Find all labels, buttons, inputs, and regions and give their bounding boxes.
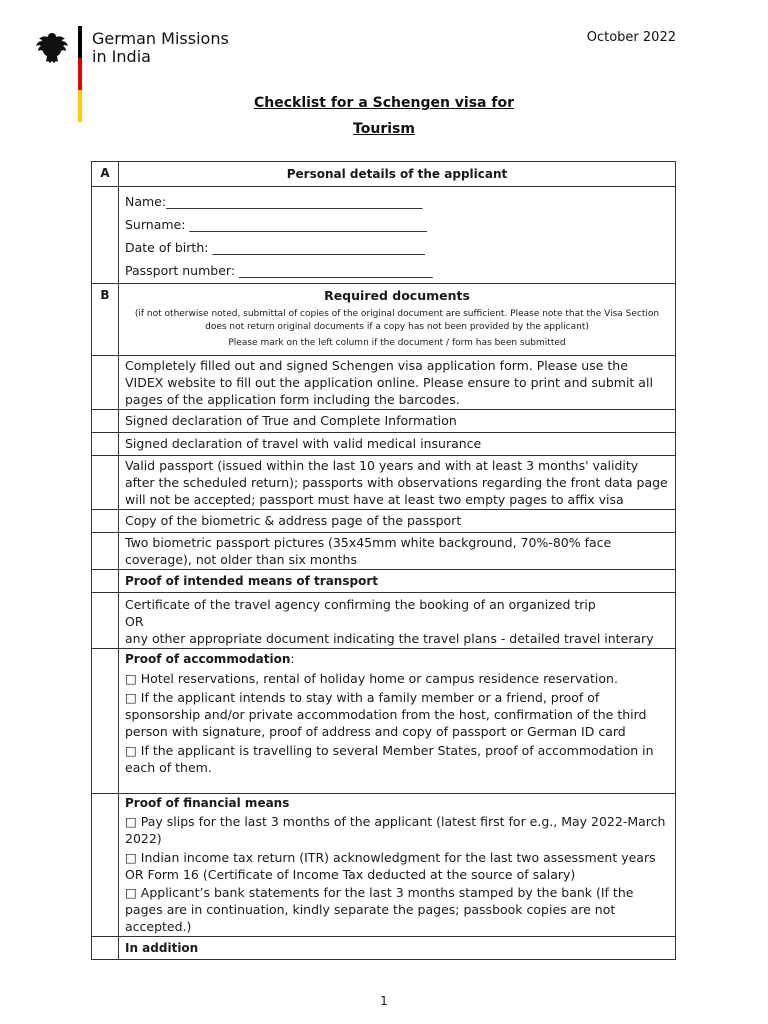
checklist-row: [92, 937, 676, 960]
section-b-instruction: Please mark on the left column if the document / form has been submitted: [228, 338, 566, 348]
check-cell[interactable]: [92, 794, 119, 937]
checklist-row: Proof of accommodation: □ Hotel reservations, rental of holiday home or campus residence reservation. □ If the applicant intends to stay with a family member or a friend, proof of sponsorship and/or private accommodation from the host, confirmation of the third person with signature, proof of address and copy of passport or German ID card □ If the applicant is travelling to several Member States, proof of accommodation in each of them.: [92, 649, 676, 794]
check-cell[interactable]: [92, 593, 119, 649]
financial-heading: Proof of financial means: [125, 796, 290, 810]
addition-heading: In addition: [119, 937, 676, 960]
section-letter-a: A: [92, 162, 119, 187]
check-cell[interactable]: [92, 456, 119, 510]
document-title: Checklist for a Schengen visa for: [253, 95, 514, 111]
check-cell[interactable]: [92, 533, 119, 570]
item-passport-pictures: Two biometric passport pictures (35x45mm white background, 70%-80% face coverage), not older than six months: [119, 533, 676, 570]
checkbox-icon: □: [125, 743, 137, 758]
transport-option-2: any other appropriate document indicating the travel plans - detailed travel interary: [125, 631, 654, 646]
section-b-note: (if not otherwise noted, submittal of copies of the original document are sufficient. Please note that the Visa Section does not return original documents if a copy has not been provided by the applicant): [134, 309, 660, 332]
checklist-row: [92, 356, 676, 410]
transport-or: OR: [125, 614, 144, 629]
passport-number-field[interactable]: Passport number: _______________________________: [125, 263, 433, 278]
check-cell[interactable]: [92, 433, 119, 456]
checklist-row: [92, 433, 676, 456]
section-a-header-row: [92, 162, 676, 187]
financial-item: Applicant’s bank statements for the last 3 months stamped by the bank (If the pages are in continuation, kindly separate the pages; passbook copies are not accepted.): [125, 885, 634, 934]
document-subtitle: Tourism: [353, 121, 415, 137]
financial-item: Pay slips for the last 3 months of the applicant (latest first for e.g., May 2022-March 2022): [125, 814, 666, 846]
item-application-form: Completely filled out and signed Schengen visa application form. Please use the VIDEX website to fill out the application online. Please ensure to print and submit all pages of the application form including the barcodes.: [119, 356, 676, 410]
item-biometric-page: Copy of the biometric & address page of the passport: [119, 510, 676, 533]
check-cell[interactable]: [92, 410, 119, 433]
check-cell[interactable]: [92, 570, 119, 593]
checklist-row: [92, 593, 676, 649]
date-of-birth-field[interactable]: Date of birth: __________________________________: [125, 240, 425, 255]
section-b-heading: Required documents: [324, 288, 470, 303]
check-cell[interactable]: [92, 649, 119, 794]
organization-name: German Missions in India: [92, 29, 229, 66]
checkbox-icon: □: [125, 885, 137, 900]
checklist-row: [92, 510, 676, 533]
item-valid-passport: Valid passport (issued within the last 10 years and with at least 3 months' validity after the scheduled return); passports with observations regarding the front data page will not be accepted; passport must have at least two empty pages to affix visa: [119, 456, 676, 510]
checkbox-icon: □: [125, 671, 137, 686]
checklist-row: [92, 570, 676, 593]
item-medical-insurance: Signed declaration of travel with valid medical insurance: [119, 433, 676, 456]
checkbox-icon: □: [125, 850, 137, 865]
personal-details-row: [92, 187, 676, 284]
surname-field[interactable]: Surname: ______________________________________: [125, 217, 427, 232]
section-letter-b: B: [92, 284, 119, 356]
checkbox-icon: □: [125, 690, 137, 705]
name-field[interactable]: Name:_________________________________________: [125, 194, 423, 209]
german-eagle-icon: [34, 30, 70, 66]
section-a-heading: Personal details of the applicant: [119, 162, 676, 187]
accommodation-item: If the applicant intends to stay with a family member or a friend, proof of sponsorship and/or private accommodation from the host, confirmation of the third person with signature, proof of address and copy of passport or German ID card: [125, 690, 647, 739]
section-b-header-row: [92, 284, 676, 356]
accommodation-item: If the applicant is travelling to several Member States, proof of accommodation in each of them.: [125, 743, 654, 775]
item-true-information: Signed declaration of True and Complete Information: [119, 410, 676, 433]
checklist-row: [92, 410, 676, 433]
transport-heading: Proof of intended means of transport: [119, 570, 676, 593]
check-cell[interactable]: [92, 356, 119, 410]
accommodation-item: Hotel reservations, rental of holiday home or campus residence reservation.: [136, 671, 618, 686]
accommodation-heading: Proof of accommodation: [125, 652, 291, 666]
checklist-row: [92, 456, 676, 510]
transport-option-1: Certificate of the travel agency confirming the booking of an organized trip: [125, 597, 596, 612]
financial-item: Indian income tax return (ITR) acknowledgment for the last two assessment years OR Form 16 (Certificate of Income Tax deducted at the source of salary): [125, 850, 656, 882]
checklist-table: [91, 161, 676, 960]
checkbox-icon: □: [125, 814, 137, 829]
checklist-row: [92, 794, 676, 937]
checklist-row: [92, 533, 676, 570]
check-cell[interactable]: [92, 937, 119, 960]
document-date: October 2022: [586, 30, 676, 45]
check-cell[interactable]: [92, 510, 119, 533]
page-number: 1: [380, 994, 388, 1008]
